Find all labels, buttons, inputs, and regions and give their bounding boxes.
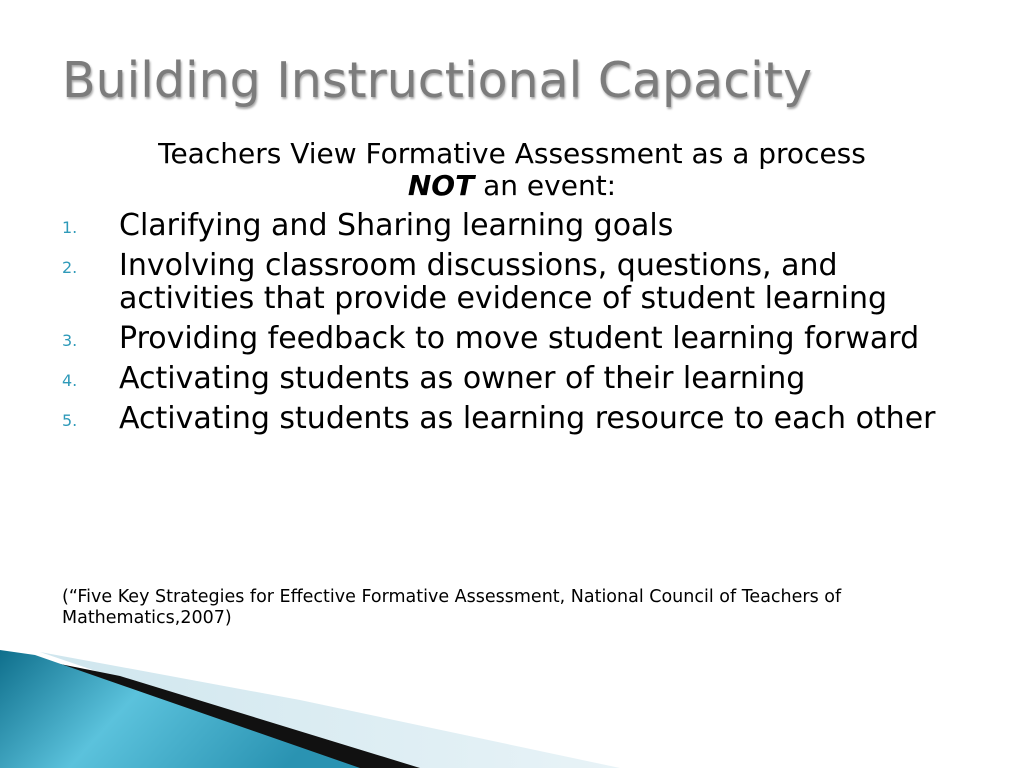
list-item bbox=[62, 322, 967, 355]
list-item-text: Activating students as owner of their learning bbox=[119, 361, 806, 396]
citation: (“Five Key Strategies for Effective Formative Assessment, National Council of Teachers of Mathematics,2007) bbox=[62, 587, 842, 628]
list-item bbox=[62, 249, 967, 315]
list-item-number: 1. bbox=[62, 218, 78, 237]
list-item-text: Activating students as learning resource to each other bbox=[119, 401, 936, 436]
list-item-number: 4. bbox=[62, 371, 78, 390]
list-item bbox=[62, 209, 967, 242]
list-item bbox=[62, 362, 967, 395]
list-item-text: Clarifying and Sharing learning goals bbox=[119, 208, 674, 243]
list-item bbox=[62, 402, 967, 435]
strategy-list bbox=[62, 209, 967, 442]
slide-subtitle bbox=[62, 138, 962, 202]
slide-title: Building Instructional Capacity bbox=[62, 52, 812, 109]
list-item-number: 5. bbox=[62, 411, 78, 430]
subtitle-line-1: Teachers View Formative Assessment as a process bbox=[158, 137, 866, 170]
subtitle-line-2: an event: bbox=[474, 169, 617, 202]
subtitle-emphasis: NOT bbox=[407, 169, 475, 202]
list-item-number: 3. bbox=[62, 331, 78, 350]
list-item-text: Involving classroom discussions, questions, and activities that provide evidence of student learning bbox=[119, 248, 888, 316]
list-item-number: 2. bbox=[62, 258, 78, 277]
list-item-text: Providing feedback to move student learning forward bbox=[119, 321, 920, 356]
